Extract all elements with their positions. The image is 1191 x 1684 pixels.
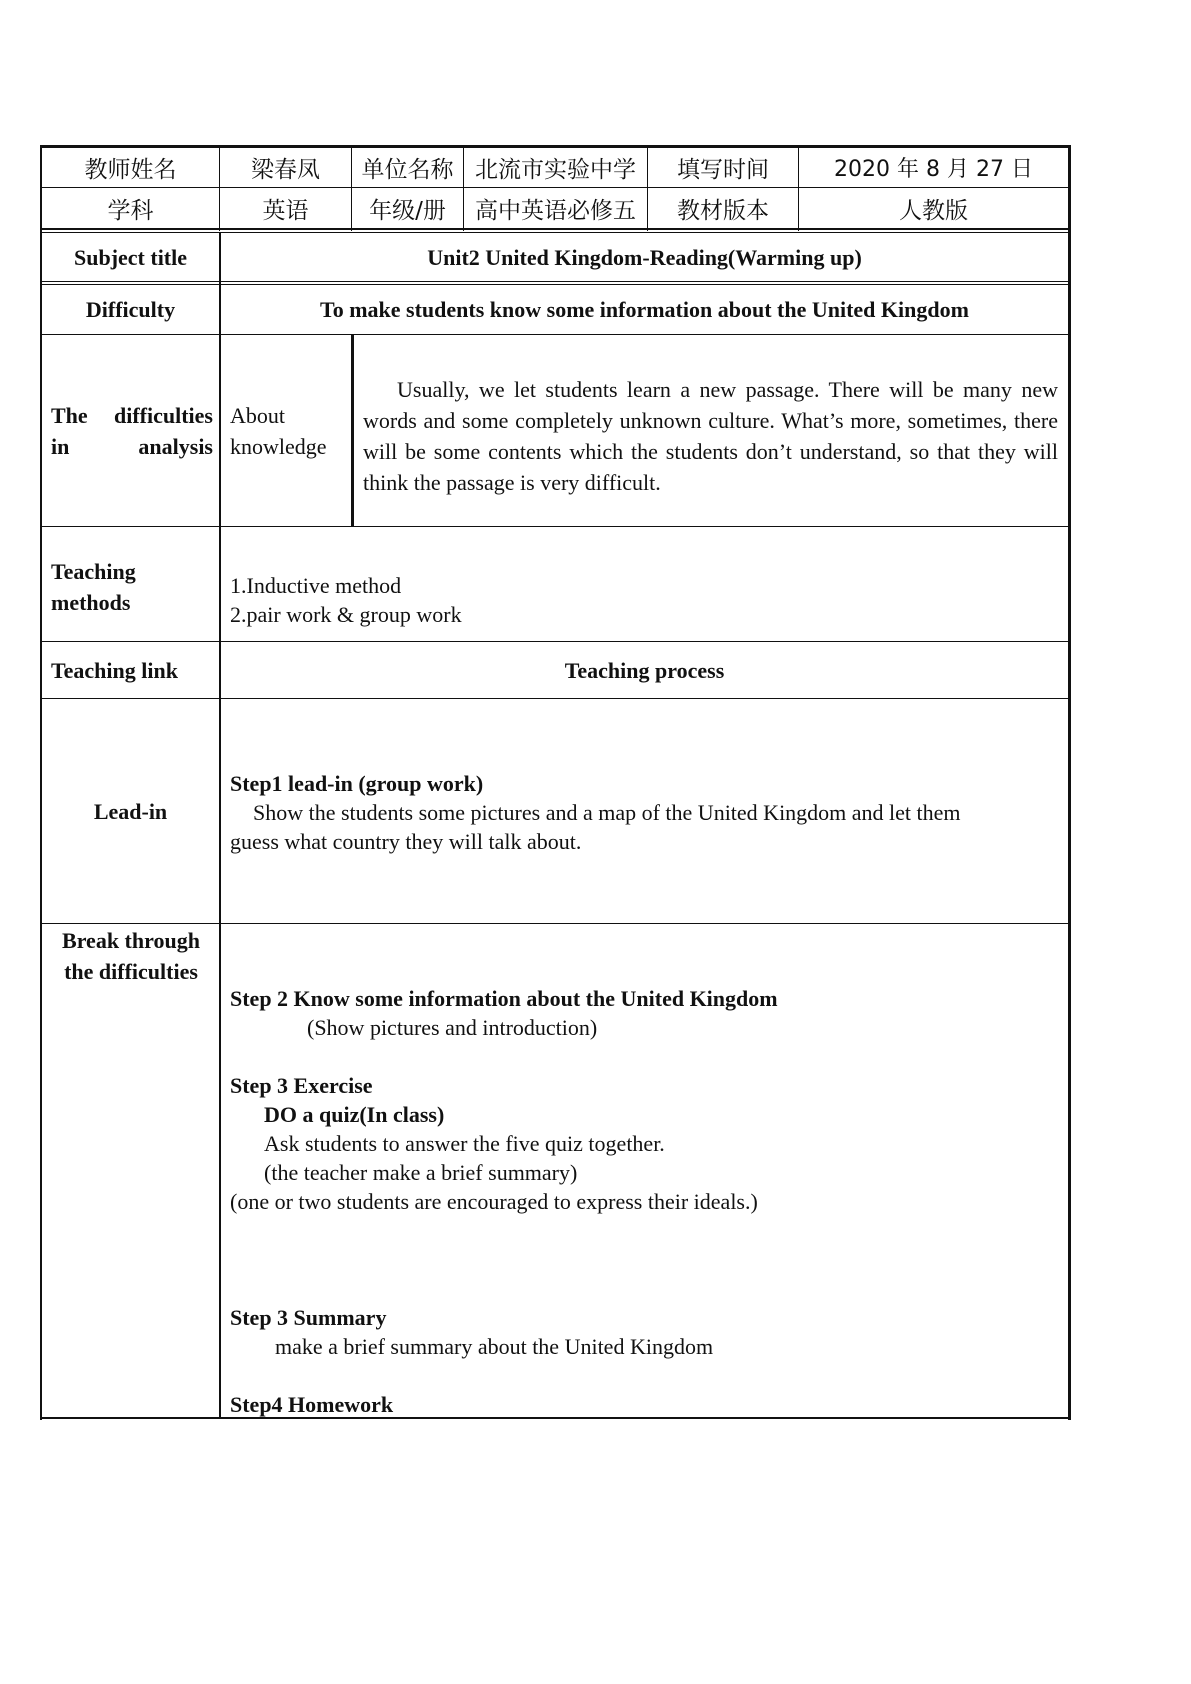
teacher-name-label: 教师姓名 [84, 157, 177, 183]
break-through-label: Break through the difficulties [62, 928, 200, 984]
analysis-label: The difficulties in analysis [51, 402, 213, 459]
lead-in-text-1: Show the students some pictures and a map of the United Kingdom and let them [253, 800, 961, 825]
unit-name-value: 北流市实验中学 [475, 157, 636, 183]
subject-value: 英语 [262, 197, 309, 224]
teaching-link-label: Teaching link [51, 657, 178, 683]
step2-note: (Show pictures and introduction) [307, 1015, 598, 1040]
fill-time-value: 2020 年 8 月 27 日 [834, 157, 1033, 182]
label-column-divider [219, 232, 221, 1419]
unit-name-label: 单位名称 [361, 157, 454, 183]
fill-time-label: 填写时间 [677, 157, 769, 183]
analysis-divider [351, 334, 354, 527]
summary-title: Step 3 Summary [230, 1305, 387, 1330]
row-divider [40, 923, 1071, 924]
difficulty-value: To make students know some information about the United Kingdom [320, 297, 969, 322]
step3-sub: DO a quiz(In class) [264, 1102, 445, 1127]
textbook-value: 人教版 [899, 197, 968, 224]
step3-line-3: (one or two students are encouraged to express their ideals.) [230, 1189, 758, 1214]
grade-label: 年级/册 [369, 197, 446, 224]
lead-in-text-2: guess what country they will talk about. [230, 829, 582, 854]
step3-title: Step 3 Exercise [230, 1073, 373, 1098]
lead-in-label: Lead-in [93, 798, 168, 824]
grade-value: 高中英语必修五 [475, 197, 636, 224]
analysis-text: Usually, we let students learn a new passage. There will be many new words and some completely unknown culture. What’s more, sometimes, there will be some contents which the students don’t understand, so that they will think the passage is very difficult. [363, 377, 1058, 495]
textbook-label: 教材版本 [677, 197, 769, 224]
subject-title-value: Unit2 United Kingdom-Reading(Warming up) [427, 244, 862, 270]
methods-item-1: 1.Inductive method [230, 573, 402, 598]
row-divider [40, 228, 1071, 230]
methods-label: Teaching methods [51, 559, 136, 615]
row-divider [40, 526, 1071, 527]
step3-line-1: Ask students to answer the five quiz together. [264, 1131, 665, 1156]
analysis-sub-label: About knowledge [230, 402, 327, 459]
subject-title-label: Subject title [73, 244, 188, 270]
table-right-border [1068, 145, 1071, 1420]
lead-in-step-title: Step1 lead-in (group work) [230, 771, 484, 796]
teaching-process-label: Teaching process [564, 657, 725, 683]
step2-title: Step 2 Know some information about the United Kingdom [230, 986, 778, 1011]
summary-text: make a brief summary about the United Kingdom [275, 1334, 714, 1359]
difficulty-label: Difficulty [85, 297, 176, 322]
subject-label: 学科 [107, 197, 154, 224]
homework-title: Step4 Homework [230, 1392, 394, 1417]
row-divider [40, 281, 1071, 282]
teacher-name-value: 梁春凤 [251, 157, 320, 183]
methods-item-2: 2.pair work & group work [230, 602, 462, 627]
step3-line-2: (the teacher make a brief summary) [264, 1160, 578, 1185]
